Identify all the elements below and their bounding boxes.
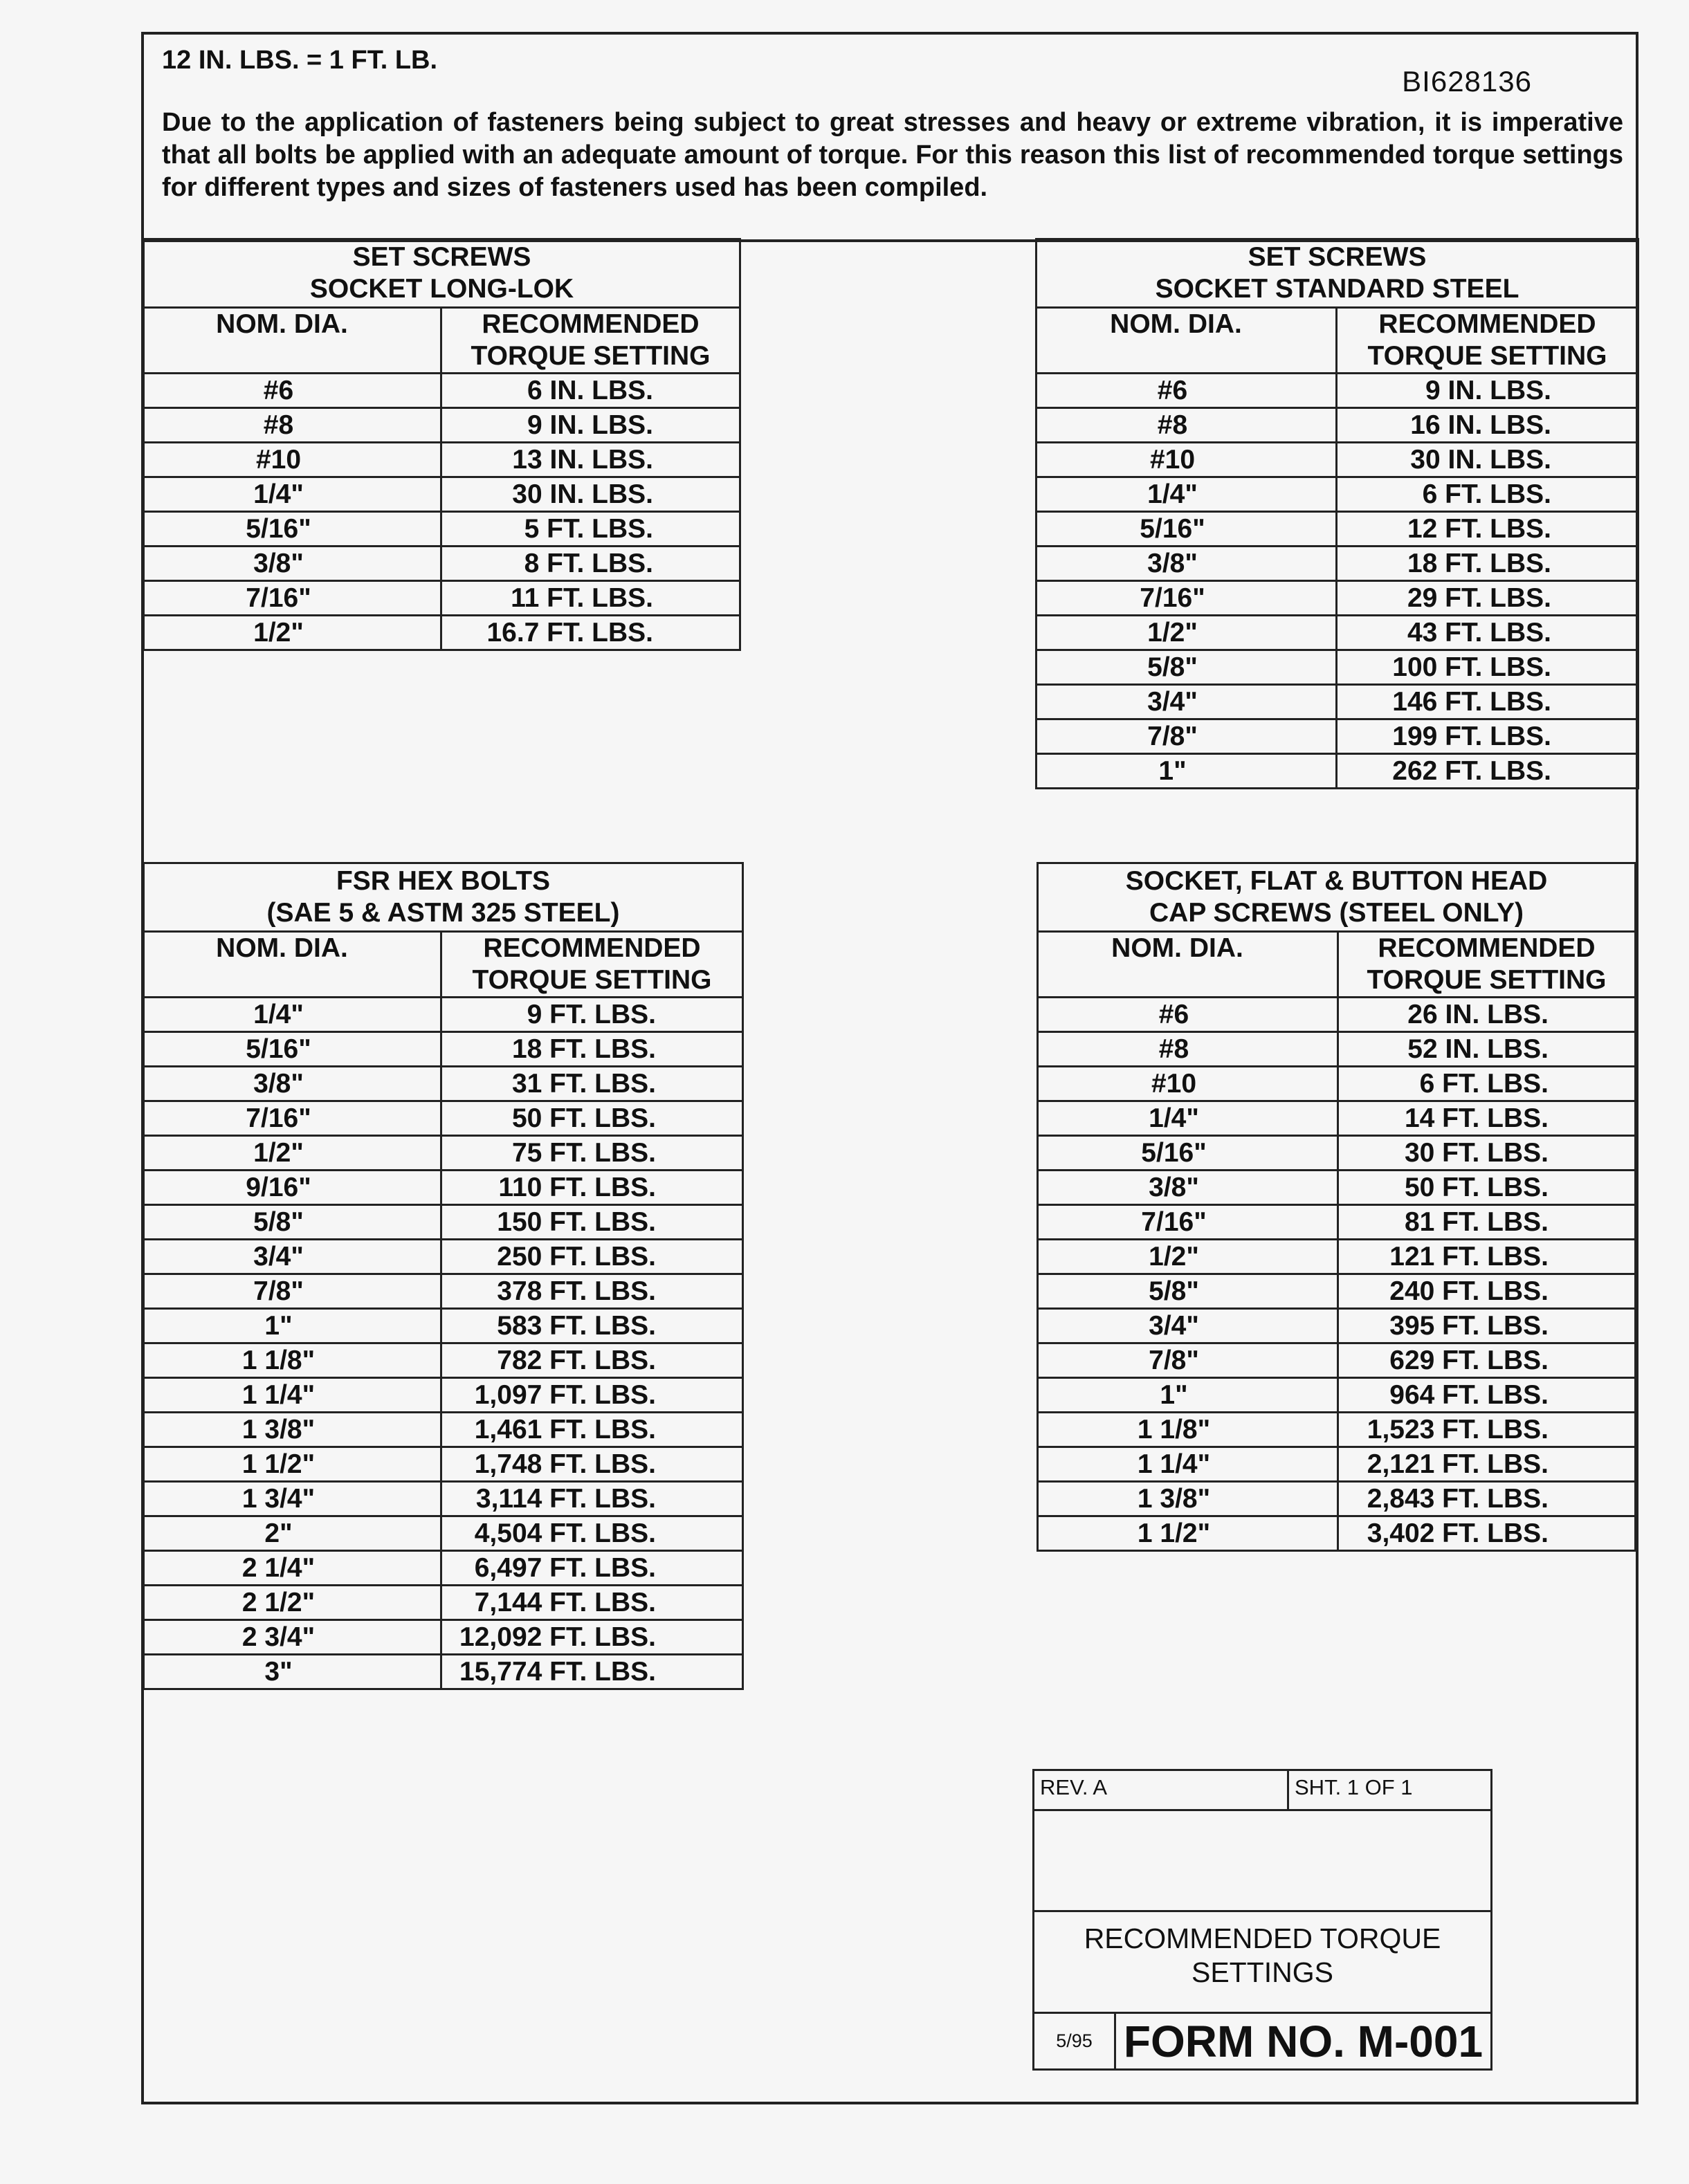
table-row <box>144 1240 743 1274</box>
torque-value-cell: 583 FT. LBS. <box>441 1309 743 1343</box>
table-row <box>144 1482 743 1516</box>
torque-value-cell: 30 IN. LBS. <box>441 477 740 512</box>
table-row <box>1038 1101 1636 1136</box>
torque-header-line2: TORQUE SETTING <box>471 341 711 371</box>
table-row <box>1038 1240 1636 1274</box>
nominal-diameter-cell: 1 1/8" <box>1038 1413 1338 1447</box>
column-header-nom-dia: NOM. DIA. <box>144 308 441 374</box>
header-section <box>144 35 1636 242</box>
torque-value-cell: 964 FT. LBS. <box>1338 1378 1636 1413</box>
torque-value-cell: 30 IN. LBS. <box>1337 443 1638 477</box>
table-title-line1: SOCKET, FLAT & BUTTON HEAD <box>1125 866 1548 896</box>
torque-value-cell: 3,114 FT. LBS. <box>441 1482 743 1516</box>
table-row <box>144 408 740 443</box>
table-title-line1: SET SCREWS <box>352 242 531 272</box>
table-row <box>1038 1378 1636 1413</box>
table-fsr-hex-bolts <box>143 862 744 1690</box>
nominal-diameter-cell: 1/2" <box>144 616 441 650</box>
torque-header-line1: RECOMMENDED <box>482 309 700 339</box>
table-set-screws-standard-steel <box>1035 238 1639 789</box>
revision-label: REV. A <box>1034 1770 1288 1810</box>
torque-value-cell: 15,774 FT. LBS. <box>441 1655 743 1689</box>
nominal-diameter-cell: 3/8" <box>144 547 441 581</box>
table-row <box>144 1343 743 1378</box>
table-title-line2: SOCKET STANDARD STEEL <box>1155 274 1519 304</box>
torque-value-cell: 75 FT. LBS. <box>441 1136 743 1171</box>
torque-header-line1: RECOMMENDED <box>483 933 701 963</box>
torque-value-cell: 1,097 FT. LBS. <box>441 1378 743 1413</box>
sheet-label: SHT. 1 OF 1 <box>1288 1770 1492 1810</box>
nominal-diameter-cell: 1/4" <box>144 998 441 1032</box>
column-header-nom-dia: NOM. DIA. <box>1038 932 1338 998</box>
torque-header-line1: RECOMMENDED <box>1378 933 1596 963</box>
table-row <box>144 443 740 477</box>
table-row <box>144 512 740 547</box>
table-title <box>144 239 740 308</box>
table-row <box>1037 685 1638 719</box>
table-row <box>144 374 740 408</box>
torque-value-cell: 4,504 FT. LBS. <box>441 1516 743 1551</box>
nominal-diameter-cell: 1 3/8" <box>1038 1482 1338 1516</box>
table-row <box>144 1067 743 1101</box>
torque-value-cell: 81 FT. LBS. <box>1338 1205 1636 1240</box>
torque-value-cell: 2,843 FT. LBS. <box>1338 1482 1636 1516</box>
table-row <box>144 1274 743 1309</box>
torque-header-line2: TORQUE SETTING <box>472 965 712 995</box>
nominal-diameter-cell: 1/2" <box>1037 616 1337 650</box>
torque-value-cell: 1,523 FT. LBS. <box>1338 1413 1636 1447</box>
table-row <box>144 1413 743 1447</box>
nominal-diameter-cell: 2 1/2" <box>144 1586 441 1620</box>
torque-value-cell: 8 FT. LBS. <box>441 547 740 581</box>
table-row <box>1037 719 1638 754</box>
table-row <box>1037 754 1638 789</box>
nominal-diameter-cell: 2 1/4" <box>144 1551 441 1586</box>
nominal-diameter-cell: 5/8" <box>1037 650 1337 685</box>
torque-value-cell: 11 FT. LBS. <box>441 581 740 616</box>
table-row <box>144 1171 743 1205</box>
table-row <box>1037 616 1638 650</box>
table-row <box>144 1551 743 1586</box>
table-row <box>144 616 740 650</box>
table-row <box>144 1205 743 1240</box>
torque-value-cell: 31 FT. LBS. <box>441 1067 743 1101</box>
torque-value-cell: 9 IN. LBS. <box>441 408 740 443</box>
nominal-diameter-cell: #10 <box>1038 1067 1338 1101</box>
description-line1: RECOMMENDED TORQUE <box>1084 1923 1441 1954</box>
table-row <box>1038 1067 1636 1101</box>
table-row <box>1037 512 1638 547</box>
nominal-diameter-cell: 3/4" <box>144 1240 441 1274</box>
nominal-diameter-cell: 7/8" <box>1037 719 1337 754</box>
table-row <box>144 547 740 581</box>
torque-value-cell: 262 FT. LBS. <box>1337 754 1638 789</box>
torque-value-cell: 378 FT. LBS. <box>441 1274 743 1309</box>
table-title-line1: FSR HEX BOLTS <box>336 866 551 896</box>
nominal-diameter-cell: 2 3/4" <box>144 1620 441 1655</box>
nominal-diameter-cell: 3/8" <box>1037 547 1337 581</box>
table-row <box>144 998 743 1032</box>
table-row <box>1038 1447 1636 1482</box>
table-row <box>1038 1171 1636 1205</box>
nominal-diameter-cell: #10 <box>144 443 441 477</box>
column-header-torque <box>441 308 740 374</box>
nominal-diameter-cell: 7/16" <box>144 581 441 616</box>
nominal-diameter-cell: 7/16" <box>1037 581 1337 616</box>
torque-value-cell: 150 FT. LBS. <box>441 1205 743 1240</box>
table-set-screws-long-lok <box>143 238 741 651</box>
torque-value-cell: 9 IN. LBS. <box>1337 374 1638 408</box>
nominal-diameter-cell: 1/4" <box>144 477 441 512</box>
torque-value-cell: 14 FT. LBS. <box>1338 1101 1636 1136</box>
nominal-diameter-cell: 7/16" <box>144 1101 441 1136</box>
torque-value-cell: 3,402 FT. LBS. <box>1338 1516 1636 1551</box>
torque-value-cell: 12 FT. LBS. <box>1337 512 1638 547</box>
nominal-diameter-cell: 1" <box>144 1309 441 1343</box>
table-title-line1: SET SCREWS <box>1248 242 1427 272</box>
table-row <box>1038 1343 1636 1378</box>
column-header-torque <box>1338 932 1636 998</box>
nominal-diameter-cell: #6 <box>1037 374 1337 408</box>
nominal-diameter-cell: 1 1/4" <box>144 1378 441 1413</box>
torque-value-cell: 250 FT. LBS. <box>441 1240 743 1274</box>
table-title <box>144 863 743 932</box>
blank-cell <box>1034 1810 1492 1911</box>
table-row <box>144 1620 743 1655</box>
table-row <box>1038 1482 1636 1516</box>
nominal-diameter-cell: 1" <box>1037 754 1337 789</box>
torque-value-cell: 121 FT. LBS. <box>1338 1240 1636 1274</box>
torque-value-cell: 2,121 FT. LBS. <box>1338 1447 1636 1482</box>
torque-header-line1: RECOMMENDED <box>1378 309 1596 339</box>
nominal-diameter-cell: 1" <box>1038 1378 1338 1413</box>
table-row <box>1037 477 1638 512</box>
description-line2: SETTINGS <box>1191 1956 1334 1988</box>
form-description <box>1034 1911 1492 2013</box>
nominal-diameter-cell: 1 1/8" <box>144 1343 441 1378</box>
unit-equivalence: 12 IN. LBS. = 1 FT. LB. <box>162 46 438 75</box>
nominal-diameter-cell: 9/16" <box>144 1171 441 1205</box>
torque-value-cell: 146 FT. LBS. <box>1337 685 1638 719</box>
torque-value-cell: 6 IN. LBS. <box>441 374 740 408</box>
table-row <box>1038 1309 1636 1343</box>
table-row <box>1038 1413 1636 1447</box>
table-title-line2: SOCKET LONG-LOK <box>309 274 574 304</box>
table-row <box>144 1032 743 1067</box>
torque-value-cell: 52 IN. LBS. <box>1338 1032 1636 1067</box>
nominal-diameter-cell: #6 <box>144 374 441 408</box>
torque-value-cell: 13 IN. LBS. <box>441 443 740 477</box>
table-title <box>1037 239 1638 308</box>
table-row <box>1038 1274 1636 1309</box>
table-row <box>144 1378 743 1413</box>
nominal-diameter-cell: 7/8" <box>144 1274 441 1309</box>
table-cap-screws <box>1037 862 1636 1552</box>
nominal-diameter-cell: 5/16" <box>1038 1136 1338 1171</box>
nominal-diameter-cell: 5/16" <box>144 512 441 547</box>
nominal-diameter-cell: 3/4" <box>1037 685 1337 719</box>
nominal-diameter-cell: 1 3/8" <box>144 1413 441 1447</box>
nominal-diameter-cell: 3/8" <box>144 1067 441 1101</box>
nominal-diameter-cell: #8 <box>1037 408 1337 443</box>
table-row <box>1037 581 1638 616</box>
nominal-diameter-cell: 5/8" <box>1038 1274 1338 1309</box>
torque-value-cell: 6,497 FT. LBS. <box>441 1551 743 1586</box>
torque-header-line2: TORQUE SETTING <box>1367 341 1607 371</box>
torque-value-cell: 782 FT. LBS. <box>441 1343 743 1378</box>
torque-value-cell: 16 IN. LBS. <box>1337 408 1638 443</box>
column-header-nom-dia: NOM. DIA. <box>144 932 441 998</box>
torque-value-cell: 18 FT. LBS. <box>441 1032 743 1067</box>
nominal-diameter-cell: 1 1/2" <box>144 1447 441 1482</box>
intro-paragraph: Due to the application of fasteners being subject to great stresses and heavy or extreme vibration, it is imperative that all bolts be applied with an adequate amount of torque. For this reason this list of recommended torque settings for different types and sizes of fasteners used has been compiled. <box>162 108 1623 202</box>
torque-value-cell: 43 FT. LBS. <box>1337 616 1638 650</box>
torque-value-cell: 7,144 FT. LBS. <box>441 1586 743 1620</box>
torque-value-cell: 395 FT. LBS. <box>1338 1309 1636 1343</box>
torque-value-cell: 199 FT. LBS. <box>1337 719 1638 754</box>
torque-value-cell: 6 FT. LBS. <box>1338 1067 1636 1101</box>
torque-value-cell: 29 FT. LBS. <box>1337 581 1638 616</box>
nominal-diameter-cell: 5/8" <box>144 1205 441 1240</box>
torque-value-cell: 100 FT. LBS. <box>1337 650 1638 685</box>
nominal-diameter-cell: 1 1/2" <box>1038 1516 1338 1551</box>
torque-header-line2: TORQUE SETTING <box>1367 965 1607 995</box>
nominal-diameter-cell: 5/16" <box>144 1032 441 1067</box>
table-row <box>144 1136 743 1171</box>
torque-value-cell: 12,092 FT. LBS. <box>441 1620 743 1655</box>
nominal-diameter-cell: 1/2" <box>1038 1240 1338 1274</box>
nominal-diameter-cell: 1 1/4" <box>1038 1447 1338 1482</box>
table-row <box>144 1309 743 1343</box>
document-id: BI628136 <box>1402 65 1532 98</box>
torque-value-cell: 1,748 FT. LBS. <box>441 1447 743 1482</box>
torque-value-cell: 9 FT. LBS. <box>441 998 743 1032</box>
nominal-diameter-cell: 1/2" <box>144 1136 441 1171</box>
column-header-torque <box>1337 308 1638 374</box>
table-title <box>1038 863 1636 932</box>
nominal-diameter-cell: 5/16" <box>1037 512 1337 547</box>
form-date: 5/95 <box>1034 2013 1115 2070</box>
nominal-diameter-cell: 1/4" <box>1038 1101 1338 1136</box>
table-row <box>1038 1516 1636 1551</box>
column-header-nom-dia: NOM. DIA. <box>1037 308 1337 374</box>
nominal-diameter-cell: 3" <box>144 1655 441 1689</box>
torque-value-cell: 26 IN. LBS. <box>1338 998 1636 1032</box>
table-row <box>144 581 740 616</box>
table-row <box>1037 443 1638 477</box>
form-number: FORM NO. M-001 <box>1115 2013 1492 2070</box>
table-row <box>1038 1136 1636 1171</box>
nominal-diameter-cell: 7/8" <box>1038 1343 1338 1378</box>
table-row <box>1037 547 1638 581</box>
nominal-diameter-cell: 3/4" <box>1038 1309 1338 1343</box>
torque-value-cell: 50 FT. LBS. <box>1338 1171 1636 1205</box>
nominal-diameter-cell: #8 <box>1038 1032 1338 1067</box>
table-row <box>144 1447 743 1482</box>
torque-value-cell: 30 FT. LBS. <box>1338 1136 1636 1171</box>
torque-value-cell: 18 FT. LBS. <box>1337 547 1638 581</box>
nominal-diameter-cell: 1/4" <box>1037 477 1337 512</box>
nominal-diameter-cell: #10 <box>1037 443 1337 477</box>
torque-value-cell: 50 FT. LBS. <box>441 1101 743 1136</box>
nominal-diameter-cell: 3/8" <box>1038 1171 1338 1205</box>
table-row <box>144 477 740 512</box>
nominal-diameter-cell: #6 <box>1038 998 1338 1032</box>
nominal-diameter-cell: 7/16" <box>1038 1205 1338 1240</box>
torque-value-cell: 240 FT. LBS. <box>1338 1274 1636 1309</box>
table-row <box>1037 408 1638 443</box>
torque-value-cell: 1,461 FT. LBS. <box>441 1413 743 1447</box>
table-row <box>144 1586 743 1620</box>
nominal-diameter-cell: 1 3/4" <box>144 1482 441 1516</box>
nominal-diameter-cell: 2" <box>144 1516 441 1551</box>
table-title-line2: CAP SCREWS (STEEL ONLY) <box>1149 898 1524 928</box>
table-title-line2: (SAE 5 & ASTM 325 STEEL) <box>266 898 620 928</box>
table-row <box>1038 1032 1636 1067</box>
title-block <box>1032 1769 1492 2071</box>
torque-value-cell: 5 FT. LBS. <box>441 512 740 547</box>
table-row <box>1037 650 1638 685</box>
torque-value-cell: 110 FT. LBS. <box>441 1171 743 1205</box>
table-row <box>144 1516 743 1551</box>
torque-value-cell: 629 FT. LBS. <box>1338 1343 1636 1378</box>
table-row <box>1037 374 1638 408</box>
torque-value-cell: 6 FT. LBS. <box>1337 477 1638 512</box>
table-row <box>1038 998 1636 1032</box>
table-row <box>1038 1205 1636 1240</box>
table-row <box>144 1101 743 1136</box>
column-header-torque <box>441 932 743 998</box>
nominal-diameter-cell: #8 <box>144 408 441 443</box>
torque-value-cell: 16.7 FT. LBS. <box>441 616 740 650</box>
table-row <box>144 1655 743 1689</box>
